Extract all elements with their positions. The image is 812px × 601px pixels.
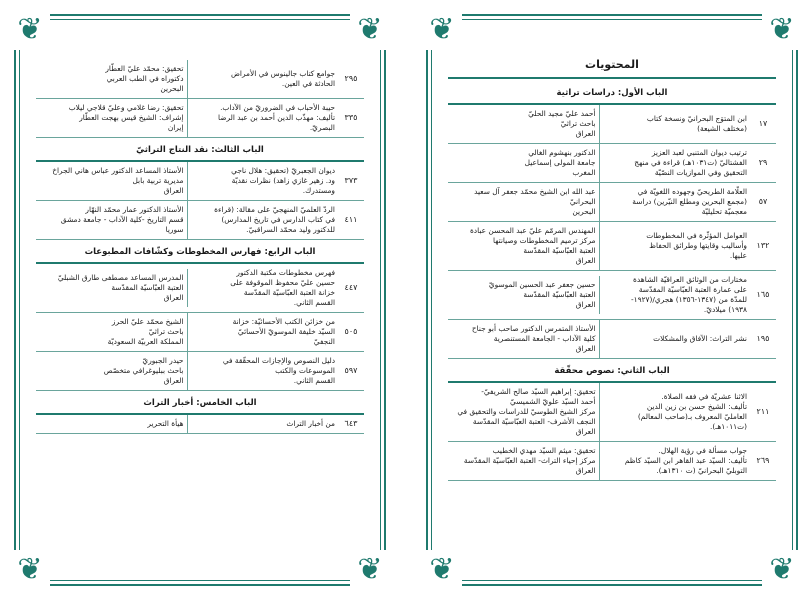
toc-entry[interactable] <box>36 162 364 201</box>
entry-title: نشر التراث: الآفاق والمشكلات <box>653 334 747 343</box>
entry-author: أحمد عليّ مجيد الحليّ باحث تراثيّ العراق <box>448 105 600 143</box>
page-number: ١٣٢ <box>756 241 770 250</box>
rows-section5 <box>36 415 364 434</box>
right-contents <box>448 52 776 481</box>
page-number: ٦٤٣ <box>344 419 358 428</box>
entry-author: الدكتور بنهشوم الغالي جامعة المولى إسماعيل المغرب <box>448 144 600 182</box>
entry-title: ديوان الجعبريّ (تحقيق: هلال ناجي ود. زهير غازي زاهد) نظرات نقديّة ومستدرك. <box>231 166 335 195</box>
page-number: ٢٩٥ <box>344 74 358 83</box>
toc-entry[interactable] <box>36 60 364 99</box>
entry-author: الأستاذ المتمرس الدكتور صاحب أبو جناح كلية الآداب - الجامعة المستنصرية العراق <box>448 320 600 358</box>
entry-author: المدرس المساعد مصطفى طارق الشبليّ العتبة العبّاسيّة المقدّسة العراق <box>36 269 188 307</box>
entry-title: الردّ العلميّ المنهجيّ على مقالة: (قراءة في كتاب الدارس في تاريخ المدارس) للدكتور وليد محمّد السراقبيّ. <box>214 205 335 234</box>
entry-title: جوامع كتاب جالينوس في الأمراض الحادثة في العين. <box>230 69 335 88</box>
toc-entry[interactable] <box>448 144 776 183</box>
entry-author: تحقيق: محمّد عليّ العطّار دكتوراه في الطب العربي البحرين <box>36 60 188 98</box>
left-page <box>14 14 386 586</box>
entry-author: تحقيق: ميثم السيّد مهدي الخطيب مركز إحياء التراث- العتبة العبّاسيّة المقدّسة العراق <box>448 442 600 480</box>
page-number: ٣٣٥ <box>344 113 358 122</box>
page-number: ١٦٥ <box>756 290 770 299</box>
page-number: ٥٠٥ <box>344 327 358 336</box>
section-heading: الباب الثاني: نصوص محقّقة <box>448 359 776 383</box>
ornament-corner-icon: ❦ <box>10 10 50 50</box>
rows-section2 <box>448 383 776 481</box>
section-heading: الباب الخامس: أخبار التراث <box>36 391 364 415</box>
toc-entry[interactable] <box>448 105 776 144</box>
ornament-corner-icon: ❦ <box>422 10 462 50</box>
page-number: ٤١١ <box>344 215 358 224</box>
entry-author: الشيخ محمّد عليّ الحرز باحث تراثيّ المملكة العربيّة السعوديّة <box>36 313 188 351</box>
page-number: ٥٩٧ <box>344 366 358 375</box>
section-heading: الباب الأول: دراسات تراثية <box>448 81 776 105</box>
page-number: ١٩٥ <box>756 334 770 343</box>
entry-author: الأستاذ المساعد الدكتور عباس هاني الجراخ مديرية تربية بابل العراق <box>36 162 188 200</box>
entry-title: من أخبار التراث <box>286 419 335 428</box>
entry-title: جواب مسألة في رؤية الهلال. تأليف: السيّد عبد القاهر ابن السيّد كاظم التوبليّ البحرانيّ (ت ١٣١٠هـ). <box>624 446 747 475</box>
entry-author: تحقيق: رضا غلامي وعليّ قلاجي ليلاب إشراف: الشيخ قيس بهجت العطّار إيران <box>36 99 188 137</box>
toc-entry[interactable] <box>448 442 776 481</box>
entry-author: حسين جعفر عبد الحسين الموسويّ العتبة العبّاسيّة المقدّسة العراق <box>448 276 600 314</box>
page-number: ٢٩ <box>758 158 768 167</box>
entry-author: الأستاذ الدكتور عمار محمّد النهّار قسم التاريخ -كلية الآداب - جامعة دمشق سوريا <box>36 201 188 239</box>
entry-title: العلّامة الطريحيّ وجهوده اللغويّة في (مجمع البحرين ومطلع النيّرين) دراسة معجميّة تحليليّة <box>632 187 747 216</box>
entry-title: ترتيب ديوان المتنبي لعبد العزيز الفشتاليّ (ت١٠٣١هـ) قراءة في منهج التحقيق وفي الموازيات النصّيّة <box>634 148 747 177</box>
entry-author: تحقيق: إبراهيم السيّد صالح الشريفيّ- أحمد السيّد علويّ الشميسيّ مركز الشيخ الطوسيّ للدراسات والتحقيق في النجف الأشرف- العتبة العبّاسيّة المقدّسة العراق <box>448 383 600 441</box>
entry-title: من خزائن الكتب الأحسائيّة: خزانة السيّد خليفة الموسويّ الأحسائيّ النجفيّ <box>232 317 335 346</box>
entry-title: ابن المتوَج البحرانيّ ونسخة كتاب (مختلف الشيعة) <box>646 114 747 133</box>
section-heading: الباب الثالث: نقد النتاج التراثيّ <box>36 138 364 162</box>
toc-entry[interactable] <box>448 320 776 359</box>
rows-top <box>36 60 364 138</box>
ornament-corner-icon: ❦ <box>350 550 390 590</box>
toc-entry[interactable] <box>36 352 364 391</box>
ornament-corner-icon: ❦ <box>762 10 802 50</box>
toc-entry[interactable] <box>36 313 364 352</box>
ornament-corner-icon: ❦ <box>10 550 50 590</box>
entry-title: حيبة الأحباب في الضروريّ من الآداب. تأليف: مهذّب الدين أحمد بن عبد الرضا البصريّ. <box>218 103 335 132</box>
entry-author: المهندس المرمّم عليّ عبد المحسن عبادة مركز ترميم المخطوطات وصيانتها العتبة العبّاسيّة المقدّسة العراق <box>448 222 600 270</box>
ornament-corner-icon: ❦ <box>350 10 390 50</box>
section-heading: الباب الرابع: فهارس المخطوطات وكشّافات المطبوعات <box>36 240 364 264</box>
ornament-corner-icon: ❦ <box>422 550 462 590</box>
entry-author: هيأة التحرير <box>36 415 188 433</box>
page-number: ١٧ <box>758 119 768 128</box>
page-number: ٤٤٧ <box>344 283 358 292</box>
page-number: ٥٧ <box>758 197 768 206</box>
toc-entry[interactable] <box>36 264 364 313</box>
page-number: ٢١١ <box>756 407 770 416</box>
entry-author: حيدر الجبوريّ باحث ببليوغرافي متخصّص العراق <box>36 352 188 390</box>
entry-title: الاثنا عشريّة في فقه الصلاة. تأليف: الشيخ حسن بن زين الدين العامليّ المعروف بـ(صاحب المعالم) (ت١٠١١هـ). <box>637 392 747 431</box>
rows-section4 <box>36 264 364 391</box>
toc-entry[interactable] <box>448 271 776 320</box>
left-contents <box>36 60 364 434</box>
toc-entry[interactable] <box>36 415 364 434</box>
entry-title: مختارات من الوثائق العراقيّة الشاهدة على عمارة العتبة العبّاسيّة المقدّسة للمدّة من (١٣٤٧-١٣٥٦) هجري/(١٩٢٧- ١٩٣٨) ميلاديّ. <box>630 275 747 314</box>
entry-title: فهرس مخطوطات مكتبة الدكتور حسين عليّ محفوظ الموقوفة على خزانة العتبة العبّاسيّة المقدّسة القسم الثاني. <box>230 268 335 307</box>
page-number: ٢٦٩ <box>756 456 770 465</box>
toc-entry[interactable] <box>36 99 364 138</box>
entry-title: دليل النصوص والإجازات المحقّقة في الموسوعات والكتب القسم الثاني. <box>222 356 335 385</box>
rows-section1 <box>448 105 776 359</box>
toc-entry[interactable] <box>448 222 776 271</box>
entry-title: العوامل المؤثّرة في المخطوطات وأساليب وقايتها وطرائق الحفاظ عليها. <box>646 231 747 260</box>
page-number: ٣٧٣ <box>344 176 358 185</box>
toc-entry[interactable] <box>36 201 364 240</box>
toc-entry[interactable] <box>448 183 776 222</box>
right-page <box>426 14 798 586</box>
toc-entry[interactable] <box>448 383 776 442</box>
rows-section3 <box>36 162 364 240</box>
page-title: المحتويات <box>448 52 776 79</box>
entry-author: عبد الله ابن الشيخ محمّد جعفر آل سعيد البحرانيّ البحرين <box>448 183 600 221</box>
ornament-corner-icon: ❦ <box>762 550 802 590</box>
